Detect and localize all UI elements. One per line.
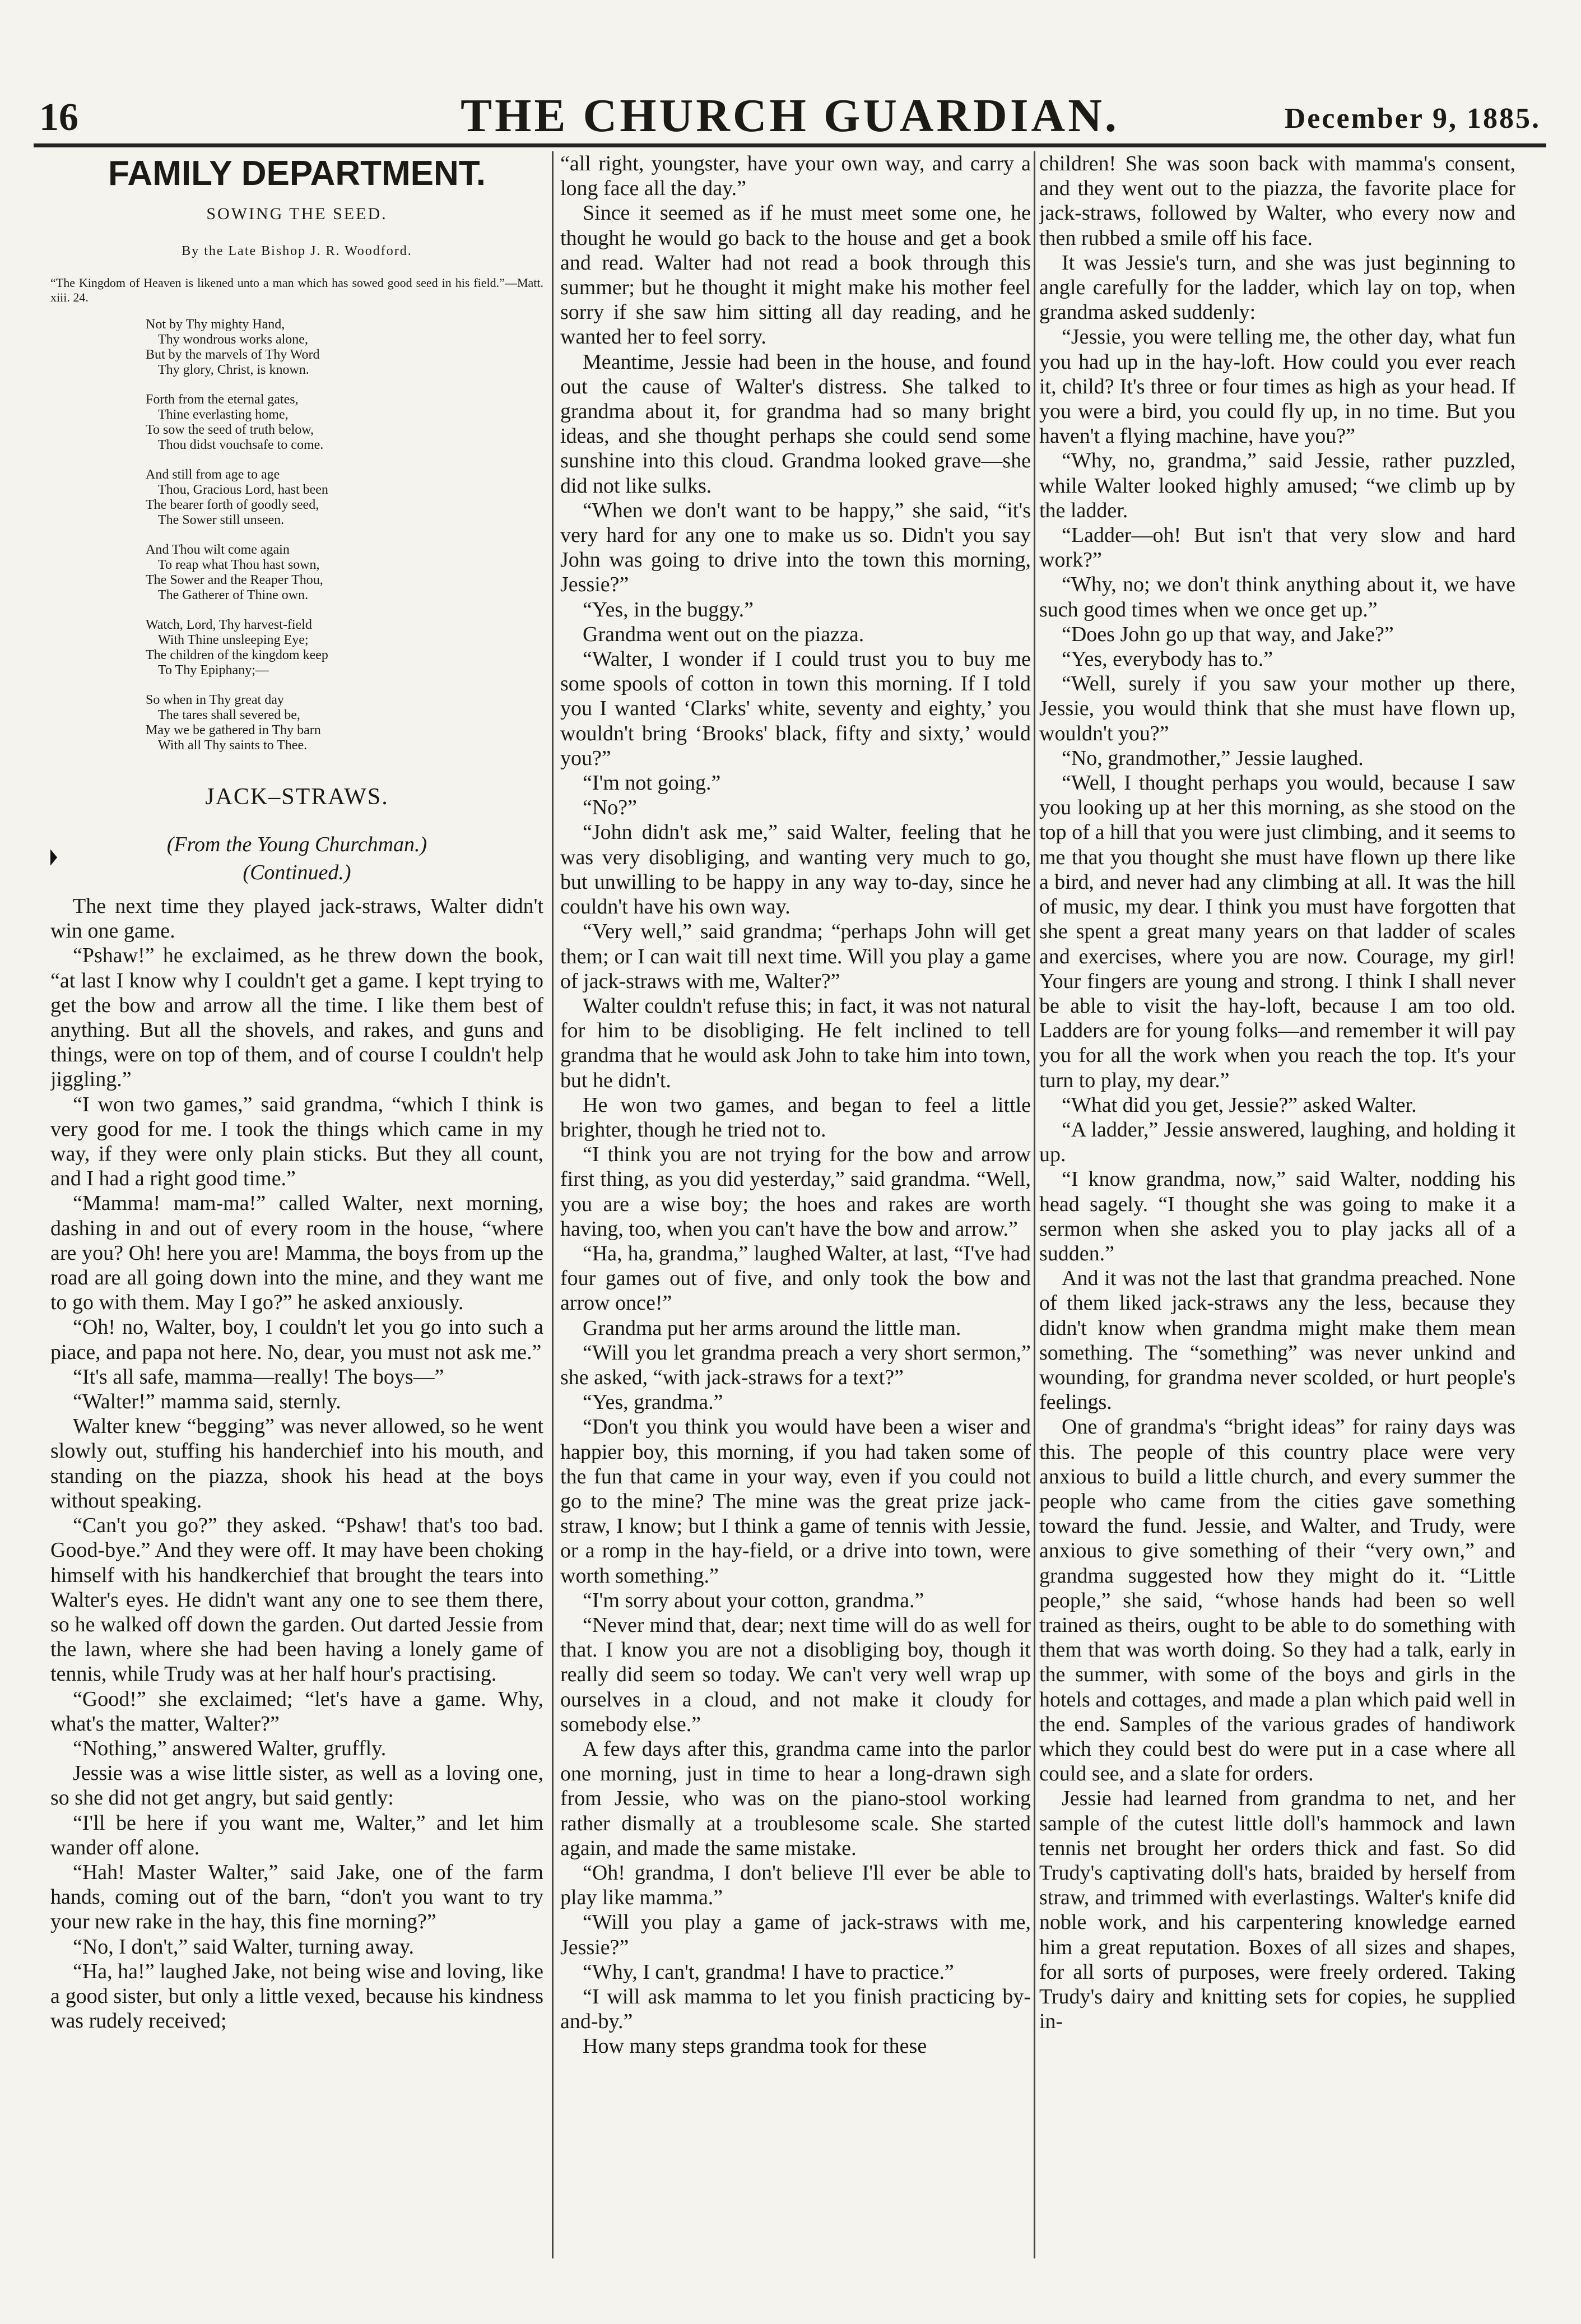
poem-line: And still from age to age <box>146 467 280 483</box>
article-paragraph: “I know grandma, now,” said Walter, nodding his head sagely. “I thought she was going to make it a sermon when she asked you to play jacks all of a sudden.” <box>1039 1167 1515 1265</box>
article-paragraph: “Yes, grandma.” <box>583 1390 723 1414</box>
poem-line: The bearer forth of goodly seed, <box>146 498 319 513</box>
article-paragraph: “all right, youngster, have your own way, and carry a long face all the day.” <box>560 152 1031 201</box>
article-paragraph: “I'll be here if you want me, Walter,” and let him wander off alone. <box>50 1811 543 1859</box>
article-paragraph: “Hah! Master Walter,” said Jake, one of the farm hands, coming out of the barn, “don't you want to try your new rake in the hay, this fine morning?” <box>50 1860 543 1934</box>
article-paragraph: Grandma went out on the piazza. <box>583 622 864 646</box>
poem-line: The Sower and the Reaper Thou, <box>146 573 323 588</box>
article-paragraph: Meantime, Jessie had been in the house, and found out the cause of Walter's distress. She talked to grandma about it, for grandma had so many bright ideas, and she thought perhaps she could send some sunshine into this cloud. Grandma looked grave—she did not like sulks. <box>560 350 1031 498</box>
masthead-rule <box>34 143 1546 147</box>
issue-date: December 9, 1885. <box>1284 103 1541 134</box>
article-paragraph: “Don't you think you would have been a wiser and happier boy, this morning, if you had taken some of the fun that came in your way, even if you could not go to the mine? The mine was the great prize jack-straw, I know; but I think a game of tennis with Jessie, or a romp in the hay-field, or a drive into town, were worth something.” <box>560 1415 1031 1588</box>
poem-line: Thy wondrous works alone, <box>158 332 308 347</box>
ink-blot-mark <box>50 796 57 919</box>
article-paragraph: “Walter!” mamma said, sternly. <box>73 1390 341 1414</box>
poem-line: To reap what Thou hast sown, <box>158 558 320 573</box>
article-paragraph: It was Jessie's turn, and she was just beginning to angle carefully for the ladder, which lay on top, when grandma asked suddenly: <box>1039 251 1515 324</box>
column-3 <box>1039 151 1515 2258</box>
story-source: (From the Young Churchman.) <box>166 832 427 856</box>
article-paragraph: How many steps grandma took for these <box>583 2034 927 2058</box>
poem-stanza <box>146 618 543 678</box>
newspaper-title: THE CHURCH GUARDIAN. <box>461 90 1119 142</box>
article-paragraph: “When we don't want to be happy,” she said, “it's very hard for any one to make us so. Didn't you say John was going to drive into the town this morning, Jessie?” <box>560 498 1031 597</box>
column-2-body <box>560 151 1031 2059</box>
article-paragraph: Jessie was a wise little sister, as well as a loving one, so she did not get angry, but said gently: <box>50 1761 543 1810</box>
article-paragraph: “Very well,” said grandma; “perhaps John will get them; or I can wait till next time. Will you play a game of jack-straws with me, Walter?” <box>560 920 1031 993</box>
article-paragraph: “Can't you go?” they asked. “Pshaw! that's too bad. Good-bye.” And they were off. It may have been choking himself with his handkerchief that brought the tears into Walter's eyes. He didn't want any one to see them there, so he walked off down the garden. Out darted Jessie from the lawn, where she had been having a lonely game of tennis, while Trudy was at her half hour's practising. <box>50 1514 543 1686</box>
article-paragraph: “I won two games,” said grandma, “which I think is very good for me. I took the things which came in my way, if they were only plain sticks. But they all count, and I had a right good time.” <box>50 1092 543 1191</box>
poem-line: The Gatherer of Thine own. <box>158 588 309 603</box>
article-paragraph: “Why, I can't, grandma! I have to practice.” <box>583 1960 954 1984</box>
poem-line: Not by Thy mighty Hand, <box>146 317 285 332</box>
poem-line: So when in Thy great day <box>146 693 284 708</box>
article-paragraph: “Does John go up that way, and Jake?” <box>1062 622 1394 646</box>
poem-line: Forth from the eternal gates, <box>146 392 299 407</box>
article-paragraph: “Ha, ha, grandma,” laughed Walter, at last, “I've had four games out of five, and only took the bow and arrow once!” <box>560 1241 1031 1315</box>
article-paragraph: “John didn't ask me,” said Walter, feeling that he was very disobliging, and wanting very much to go, but unwilling to be happy in any way to-day, since he couldn't have his own way. <box>560 820 1031 919</box>
column-2 <box>560 151 1031 2258</box>
poem-line: But by the marvels of Thy Word <box>146 347 320 363</box>
article-paragraph: “Nothing,” answered Walter, gruffly. <box>73 1736 387 1760</box>
article-paragraph: “Jessie, you were telling me, the other day, what fun you had up in the hay-loft. How could you ever reach it, child? It's three or four times as high as your head. If you were a bird, you could fly up, in no time. But you haven't a flying machine, have you?” <box>1039 325 1515 448</box>
article-paragraph: And it was not the last that grandma preached. None of them liked jack-straws any the less, because they didn't know when grandma might make them mean something. The “something” was never unkind and wounding, for grandma never scolded, or hurt people's feelings. <box>1039 1267 1515 1414</box>
column-3-body <box>1039 151 1515 2034</box>
poem-line: Thine everlasting home, <box>158 407 289 423</box>
article-paragraph: children! She was soon back with mamma's consent, and they went out to the piazza, the favorite place for jack-straws, followed by Walter, who every now and then rubbed a smile off his face. <box>1039 152 1515 250</box>
column-1 <box>50 151 543 2258</box>
article-paragraph: “Will you play a game of jack-straws with me, Jessie?” <box>560 1910 1031 1959</box>
poem-stanza <box>146 542 543 603</box>
article-paragraph: “Why, no, grandma,” said Jessie, rather puzzled, while Walter looked highly amused; “we climb up by the ladder. <box>1039 449 1515 522</box>
article-paragraph: “Ladder—oh! But isn't that very slow and hard work?” <box>1039 523 1515 572</box>
poem-stanza <box>146 317 543 378</box>
article-paragraph: “No, I don't,” said Walter, turning away. <box>73 1935 415 1959</box>
column-divider <box>552 151 554 2258</box>
article-paragraph: “Well, I thought perhaps you would, because I saw you looking up at her this morning, as she stood on the top of a hill that you were just climbing, and it seems to me that you thought she must have flown up there like a bird, and never had any climbing at all. It was the hill of music, my dear. I think you must have forgotten that she spent a great many years on that ladder of scales and exercises, where you are now. Courage, my girl! Your fingers are young and strong. I think I shall never be able to visit the hay-loft, because I am too old. Ladders are for young folks—and remember it will pay you for all the work when you reach the top. It's your turn to play, my dear.” <box>1039 771 1515 1092</box>
article-paragraph: “A ladder,” Jessie answered, laughing, and holding it up. <box>1039 1117 1515 1167</box>
poem-line: With all Thy saints to Thee. <box>158 738 308 753</box>
article-paragraph: “I'm sorry about your cotton, grandma.” <box>583 1588 924 1612</box>
poem-title: SOWING THE SEED. <box>206 205 388 223</box>
article-paragraph: “Yes, in the buggy.” <box>583 597 754 621</box>
poem-epigraph: “The Kingdom of Heaven is likened unto a man which has sowed good seed in his field.”—Matt. xiii. 24. <box>50 276 543 305</box>
column-divider <box>1034 151 1035 2258</box>
article-paragraph: “Oh! grandma, I don't believe I'll ever be able to play like mamma.” <box>560 1861 1031 1910</box>
article-paragraph: “Walter, I wonder if I could trust you to buy me some spools of cotton in town this morning. If I told you I wanted ‘Clarks' white, seventy and eighty,’ you wouldn't bring ‘Brooks' black, fifty and sixty,’ would you?” <box>560 647 1031 770</box>
page-number: 16 <box>39 96 78 139</box>
story-title: JACK–STRAWS. <box>205 784 389 810</box>
poem-line: The Sower still unseen. <box>158 513 285 528</box>
poem-stanza <box>146 467 543 528</box>
article-paragraph: A few days after this, grandma came into the parlor one morning, just in time to hear a long-drawn sigh from Jessie, who was on the piano-stool working rather dismally at a troublesome scale. She started again, and made the same mistake. <box>560 1737 1031 1860</box>
poem-line: Thy glory, Christ, is known. <box>158 363 309 378</box>
poem-byline: By the Late Bishop J. R. Woodford. <box>182 244 412 259</box>
poem-line: Thou didst vouchsafe to come. <box>158 438 324 453</box>
article-paragraph: Grandma put her arms around the little man. <box>583 1316 961 1340</box>
article-paragraph: “Why, no; we don't think anything about it, we have such good times when we once get up.” <box>1039 573 1515 621</box>
article-paragraph: “I think you are not trying for the bow and arrow first thing, as you did yesterday,” said grandma. “Well, you are a wise boy; the hoes and rakes are worth having, too, when you can't have the bow and arrow.” <box>560 1143 1031 1241</box>
article-paragraph: Since it seemed as if he must meet some one, he thought he would go back to the house and get a book and read. Walter had not read a book through this summer; but he thought it might make his mother feel sorry if she saw him sitting all day reading, and he wanted her to feel sorry. <box>560 201 1031 349</box>
article-paragraph: One of grandma's “bright ideas” for rainy days was this. The people of this country place were very anxious to build a little church, and every summer the people who came from the cities gave something toward the fund. Jessie, and Walter, and Trudy, were anxious to give something of their “very own,” and grandma suggested how they might do it. “Little people,” she said, “whose hands had been so well trained as theirs, ought to be able to do something with them that was worth doing. So they had a talk, early in the summer, with some of the boys and girls in the hotels and cottages, and made a plan which paid well in the end. Samples of the various grades of handiwork which they could best do were put in a case where all could see, and a slate for orders. <box>1039 1415 1515 1786</box>
poem-body <box>50 317 543 753</box>
article-paragraph: Jessie had learned from grandma to net, and her sample of the cutest little doll's hammock and lawn tennis net brought her orders thick and fast. So did Trudy's captivating doll's hats, braided by herself from straw, and trimmed with everlastings. Walter's knife did noble work, and his carpentering knowledge earned him a great reputation. Boxes of all sizes and shapes, for all sorts of purposes, were freely ordered. Taking Trudy's dairy and knitting sets for copies, he supplied in- <box>1039 1787 1515 2034</box>
article-paragraph: “Oh! no, Walter, boy, I couldn't let you go into such a piace, and papa not here. No, dear, you must not ask me.” <box>50 1315 543 1364</box>
poem-line: And Thou wilt come again <box>146 542 290 558</box>
masthead <box>34 84 1546 146</box>
article-paragraph: “Well, surely if you saw your mother up there, Jessie, you would think that she must have flown up, wouldn't you?” <box>1039 672 1515 745</box>
article-paragraph: Walter couldn't refuse this; in fact, it was not natural for him to be disobliging. He felt inclined to tell grandma that he would ask John to take him into town, but he didn't. <box>560 994 1031 1092</box>
poem-line: May we be gathered in Thy barn <box>146 723 321 738</box>
column-1-body <box>50 894 543 2033</box>
article-paragraph: The next time they played jack-straws, Walter didn't win one game. <box>50 894 543 943</box>
article-paragraph: “Ha, ha!” laughed Jake, not being wise and loving, like a good sister, but only a little vexed, because his kindness was rudely received; <box>50 1959 543 2033</box>
poem-line: Watch, Lord, Thy harvest-field <box>146 618 312 633</box>
poem-stanza <box>146 392 543 453</box>
article-paragraph: “Yes, everybody has to.” <box>1062 647 1273 671</box>
article-paragraph: “Good!” she exclaimed; “let's have a game. Why, what's the matter, Walter?” <box>50 1687 543 1736</box>
poem-stanza <box>146 693 543 753</box>
article-paragraph: “What did you get, Jessie?” asked Walter. <box>1062 1093 1417 1117</box>
poem-line: To Thy Epiphany;— <box>158 663 269 678</box>
poem-line: To sow the seed of truth below, <box>146 423 314 438</box>
poem-line: The tares shall severed be, <box>158 708 300 723</box>
department-heading: FAMILY DEPARTMENT. <box>108 154 486 193</box>
poem-line: The children of the kingdom keep <box>146 648 328 663</box>
article-paragraph: He won two games, and began to feel a little brighter, though he tried not to. <box>560 1093 1031 1142</box>
article-paragraph: “Mamma! mam-ma!” called Walter, next morning, dashing in and out of every room in the house, “where are you? Oh! here you are! Mamma, the boys from up the road are all going down into the mine, and they want me to go with them. May I go?” he asked anxiously. <box>50 1191 543 1315</box>
article-paragraph: “Pshaw!” he exclaimed, as he threw down the book, “at last I know why I couldn't get a game. I kept trying to get the bow and arrow all the time. I like them best of anything. But all the shovels, and rakes, and guns and things, were on top of them, and of course I couldn't help jiggling.” <box>50 944 543 1092</box>
article-paragraph: “Never mind that, dear; next time will do as well for that. I know you are not a disobliging boy, though it really did seem so today. We can't very well wrap up ourselves in a cloud, and not make it cloudy for somebody else.” <box>560 1613 1031 1736</box>
article-paragraph: “No?” <box>583 796 638 820</box>
story-continued: (Continued.) <box>243 860 351 884</box>
poem-line: Thou, Gracious Lord, hast been <box>158 483 328 498</box>
article-paragraph: “I will ask mamma to let you finish practicing by-and-by.” <box>560 1985 1031 2034</box>
poem-line: With Thine unsleeping Eye; <box>158 633 309 648</box>
article-paragraph: “I'm not going.” <box>583 771 721 795</box>
article-paragraph: Walter knew “begging” was never allowed, so he went slowly out, stuffing his handerchief into his mouth, and standing on the piazza, shook his head at the boys without speaking. <box>50 1414 543 1513</box>
article-paragraph: “No, grandmother,” Jessie laughed. <box>1062 746 1364 770</box>
article-paragraph: “Will you let grandma preach a very short sermon,” she asked, “with jack-straws for a text?” <box>560 1340 1031 1389</box>
article-paragraph: “It's all safe, mamma—really! The boys—” <box>73 1365 444 1389</box>
